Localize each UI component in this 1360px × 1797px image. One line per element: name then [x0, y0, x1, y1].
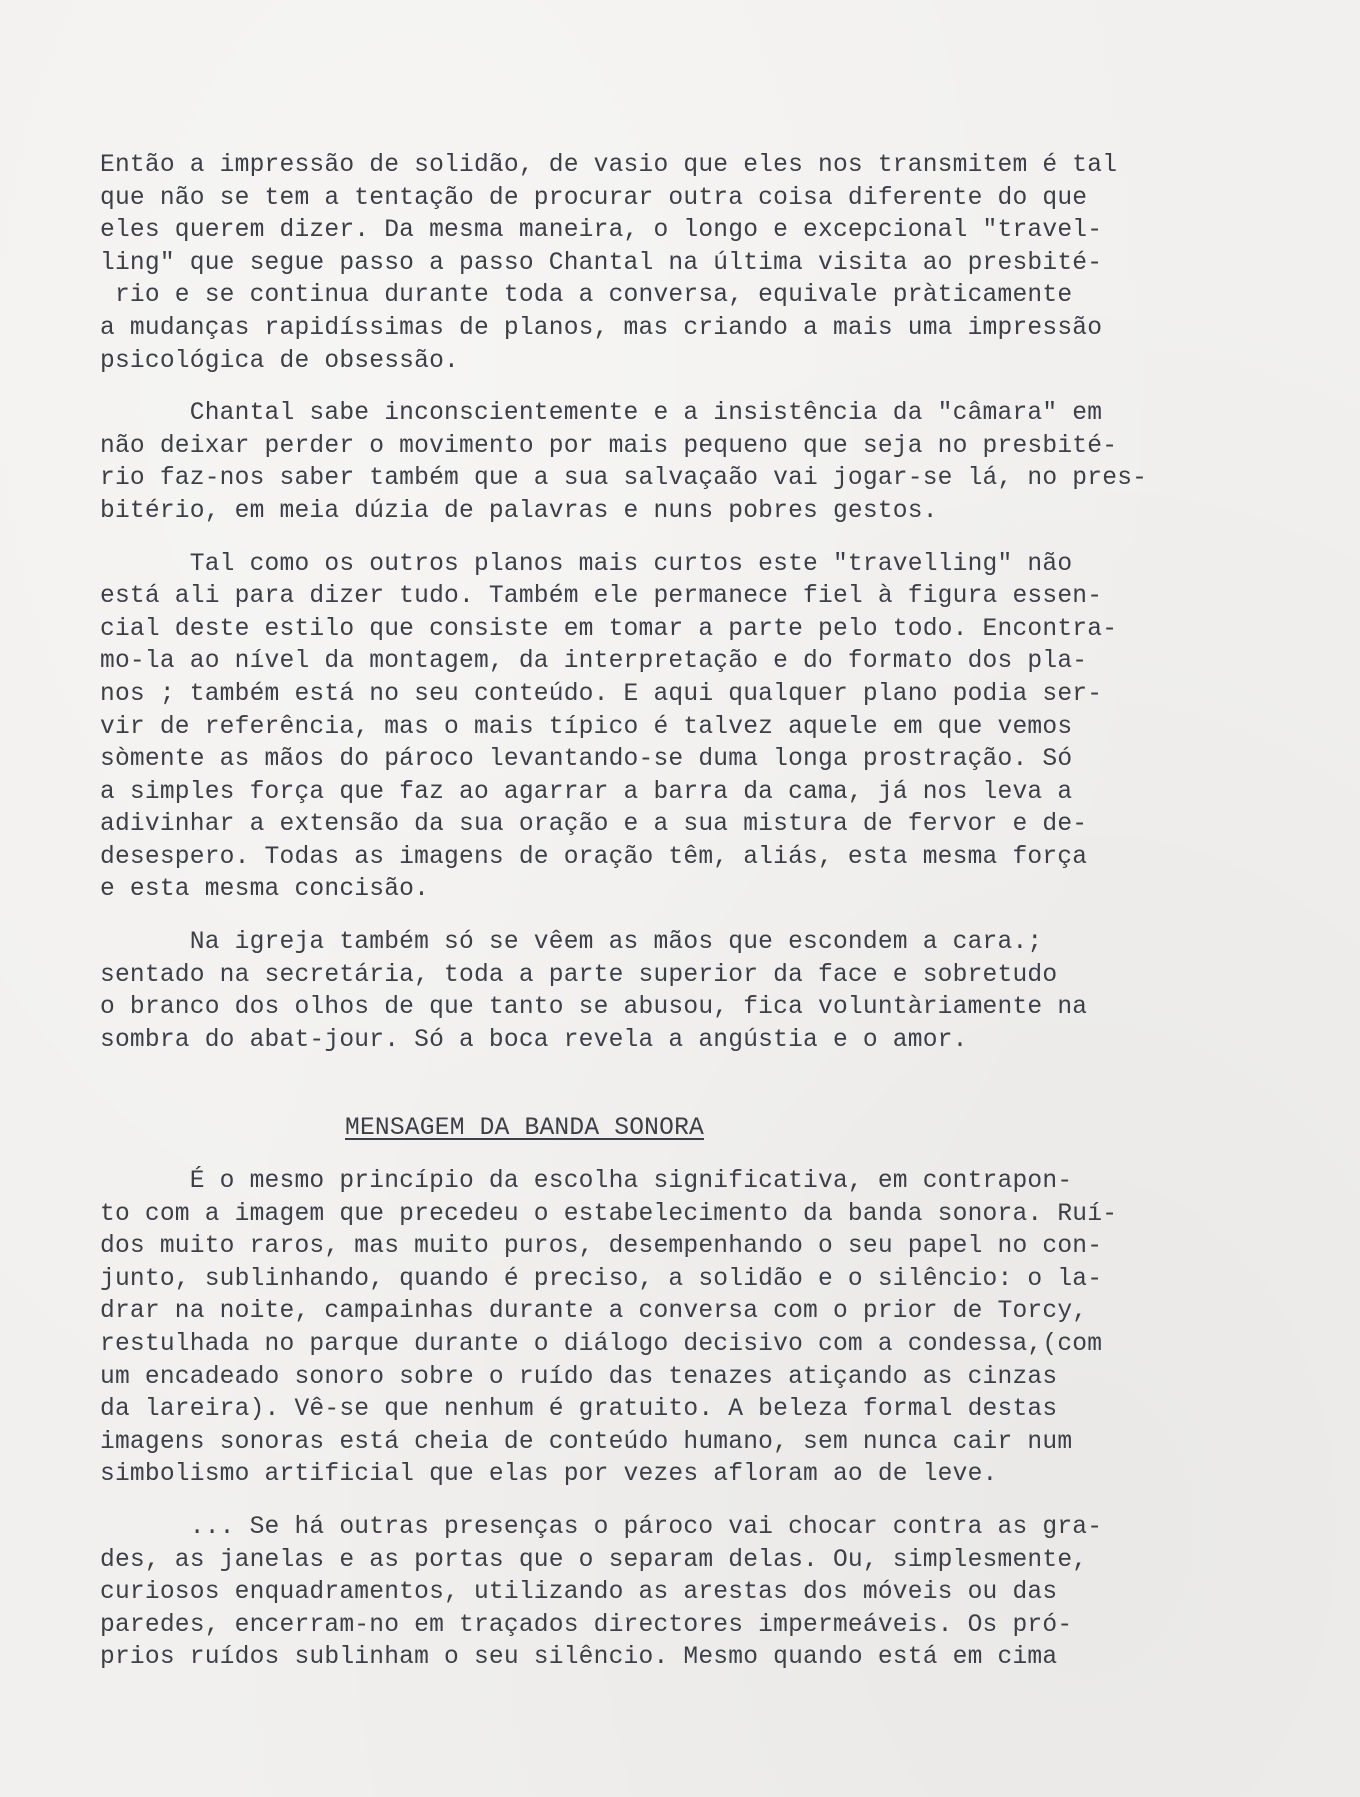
text-line: to com a imagem que precedeu o estabelecimento da banda sonora. Ruí- [100, 1200, 1118, 1228]
text-line: dos muito raros, mas muito puros, desempenhando o seu papel no con- [100, 1233, 1103, 1261]
text-line: sombra do abat-jour. Só a boca revela a angústia e o amor. [100, 1026, 968, 1054]
paragraph-3 [100, 549, 1230, 908]
text-line: simbolismo artificial que elas por vezes afloram ao de leve. [100, 1461, 998, 1489]
text-line: mo-la ao nível da montagem, da interpretação e do formato dos pla- [100, 648, 1088, 676]
text-line: não deixar perder o movimento por mais pequeno que seja no presbité- [100, 432, 1118, 460]
text-line: ... Se há outras presenças o pároco vai chocar contra as gra- [100, 1513, 1103, 1541]
text-line: paredes, encerram-no em traçados directores impermeáveis. Os pró- [100, 1611, 1073, 1639]
text-line: prios ruídos sublinham o seu silêncio. Mesmo quando está em cima [100, 1644, 1058, 1672]
text-line: Na igreja também só se vêem as mãos que escondem a cara.; [100, 929, 1043, 957]
text-line: ling" que segue passo a passo Chantal na última visita ao presbité- [100, 249, 1103, 277]
text-line: da lareira). Vê-se que nenhum é gratuito. A beleza formal destas [100, 1396, 1058, 1424]
text-line: e esta mesma concisão. [100, 876, 430, 904]
text-line: sentado na secretária, toda a parte superior da face e sobretudo [100, 961, 1058, 989]
text-line: vir de referência, mas o mais típico é talvez aquele em que vemos [100, 713, 1073, 741]
text-line: imagens sonoras está cheia de conteúdo humano, sem nunca cair num [100, 1428, 1073, 1456]
text-line: bitério, em meia dúzia de palavras e nuns pobres gestos. [100, 497, 938, 525]
text-line: Chantal sabe inconscientemente e a insistência da "câmara" em [100, 400, 1103, 428]
text-line: psicológica de obsessão. [100, 347, 460, 375]
text-line: cial deste estilo que consiste em tomar a parte pelo todo. Encontra- [100, 615, 1118, 643]
text-line: a mudanças rapidíssimas de planos, mas criando a mais uma impressão [100, 314, 1103, 342]
document-text [100, 150, 1230, 1675]
text-line: o branco dos olhos de que tanto se abusou, fica voluntàriamente na [100, 994, 1088, 1022]
text-line: junto, sublinhando, quando é preciso, a solidão e o silêncio: o la- [100, 1265, 1103, 1293]
text-line: rio e se continua durante toda a conversa, equivale pràticamente [100, 282, 1073, 310]
text-line: sòmente as mãos do pároco levantando-se duma longa prostração. Só [100, 746, 1073, 774]
paragraph-4 [100, 927, 1230, 1057]
text-line: É o mesmo princípio da escolha significativa, em contrapon- [100, 1168, 1073, 1196]
paragraph-1 [100, 150, 1230, 378]
text-line: drar na noite, campainhas durante a conversa com o prior de Torcy, [100, 1298, 1088, 1326]
text-line: que não se tem a tentação de procurar outra coisa diferente do que [100, 184, 1088, 212]
text-line: adivinhar a extensão da sua oração e a sua mistura de fervor e de- [100, 811, 1088, 839]
text-line: eles querem dizer. Da mesma maneira, o longo e excepcional "travel- [100, 217, 1103, 245]
text-line: rio faz-nos saber também que a sua salvaçaão vai jogar-se lá, no pres- [100, 465, 1148, 493]
text-line: um encadeado sonoro sobre o ruído das tenazes atiçando as cinzas [100, 1363, 1058, 1391]
text-line: está ali para dizer tudo. Também ele permanece fiel à figura essen- [100, 583, 1103, 611]
text-line: desespero. Todas as imagens de oração têm, aliás, esta mesma força [100, 843, 1088, 871]
section-heading: MENSAGEM DA BANDA SONORA [345, 1115, 705, 1143]
paragraph-5 [100, 1166, 1230, 1492]
text-line: curiosos enquadramentos, utilizando as arestas dos móveis ou das [100, 1579, 1058, 1607]
text-line: nos ; também está no seu conteúdo. E aqui qualquer plano podia ser- [100, 680, 1103, 708]
text-line: des, as janelas e as portas que o separam delas. Ou, simplesmente, [100, 1546, 1088, 1574]
text-line: Então a impressão de solidão, de vasio que eles nos transmitem é tal [100, 152, 1118, 179]
text-line: Tal como os outros planos mais curtos este "travelling" não [100, 550, 1073, 578]
text-line: restulhada no parque durante o diálogo decisivo com a condessa,(com [100, 1331, 1103, 1358]
text-line: a simples força que faz ao agarrar a barra da cama, já nos leva a [100, 778, 1073, 806]
paragraph-2 [100, 398, 1230, 528]
paragraph-6 [100, 1512, 1230, 1675]
